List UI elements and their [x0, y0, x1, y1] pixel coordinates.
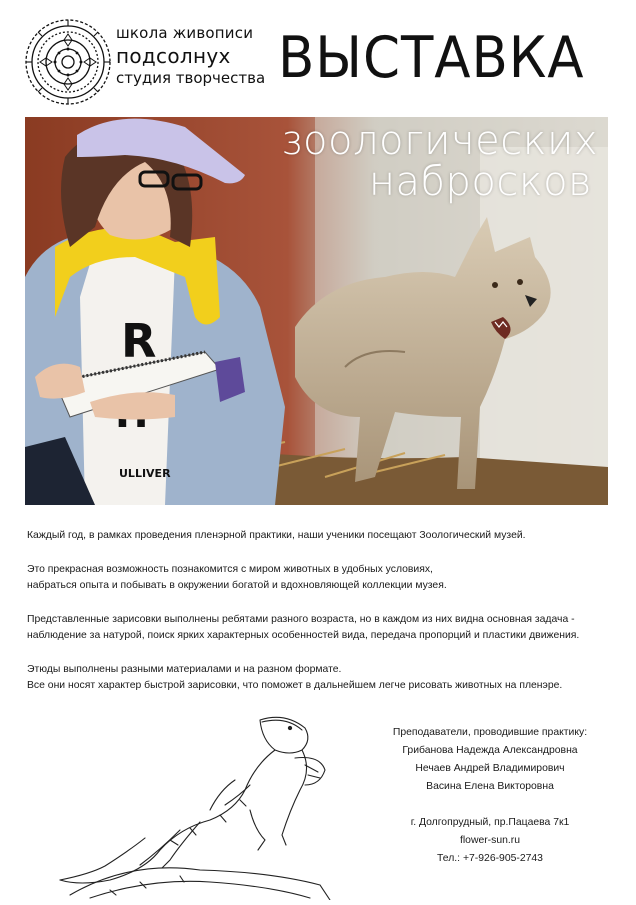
school-line-1: школа живописи: [116, 24, 254, 42]
teacher-2: Нечаев Андрей Владимирович: [415, 763, 565, 774]
paragraph-3-line-1: Представленные зарисовки выполнены ребятами разного возраста, но в каждом из них видна основная задача -: [27, 614, 575, 625]
school-line-3: студия творчества: [116, 69, 266, 87]
page-title: ВЫСТАВКА: [278, 25, 585, 91]
sunflower-logo-icon: [24, 18, 112, 106]
svg-text:R: R: [121, 314, 157, 368]
school-name: [116, 26, 265, 86]
otter-sketch: [50, 710, 350, 900]
phone: Тел.: +7-926-905-2743: [437, 853, 543, 864]
paragraph-3-line-2: наблюдение за натурой, поиск ярких характерных особенностей вида, передача пропорций и пластики движения.: [27, 630, 580, 641]
subtitle-line-1: зоологических: [280, 118, 598, 164]
paragraph-2-line-2: набраться опыта и побывать в окружении богатой и вдохновляющей коллекции музея.: [27, 580, 447, 591]
paragraph-2: [27, 562, 617, 594]
school-line-2: подсолнух: [116, 44, 231, 68]
paragraph-4-line-2: Все они носят характер быстрой зарисовки, что поможет в дальнейшем легче рисовать животных на пленэре.: [27, 680, 563, 691]
teacher-3: Васина Елена Викторовна: [426, 781, 554, 792]
paragraph-1: Каждый год, в рамках проведения пленэрной практики, наши ученики посещают Зоологический музей.: [27, 530, 526, 541]
subtitle-line-2: набросков: [368, 158, 592, 205]
teachers-heading: Преподаватели, проводившие практику:: [392, 727, 588, 738]
teacher-1: Грибанова Надежда Александровна: [402, 745, 578, 756]
paragraph-4: [27, 662, 617, 694]
address: г. Долгопрудный, пр.Пацаева 7к1: [410, 817, 570, 828]
shirt-text: ULLIVER: [119, 467, 171, 480]
info-block: [360, 724, 620, 868]
paragraph-2-line-1: Это прекрасная возможность познакомится с миром животных в удобных условиях,: [27, 564, 433, 575]
exhibition-subtitle: [280, 118, 598, 205]
website: flower-sun.ru: [459, 835, 521, 846]
exhibition-photo: [25, 117, 608, 505]
description-text: [27, 528, 617, 712]
paragraph-3: [27, 612, 617, 644]
paragraph-4-line-1: Этюды выполнены разными материалами и на разном формате.: [27, 664, 342, 675]
